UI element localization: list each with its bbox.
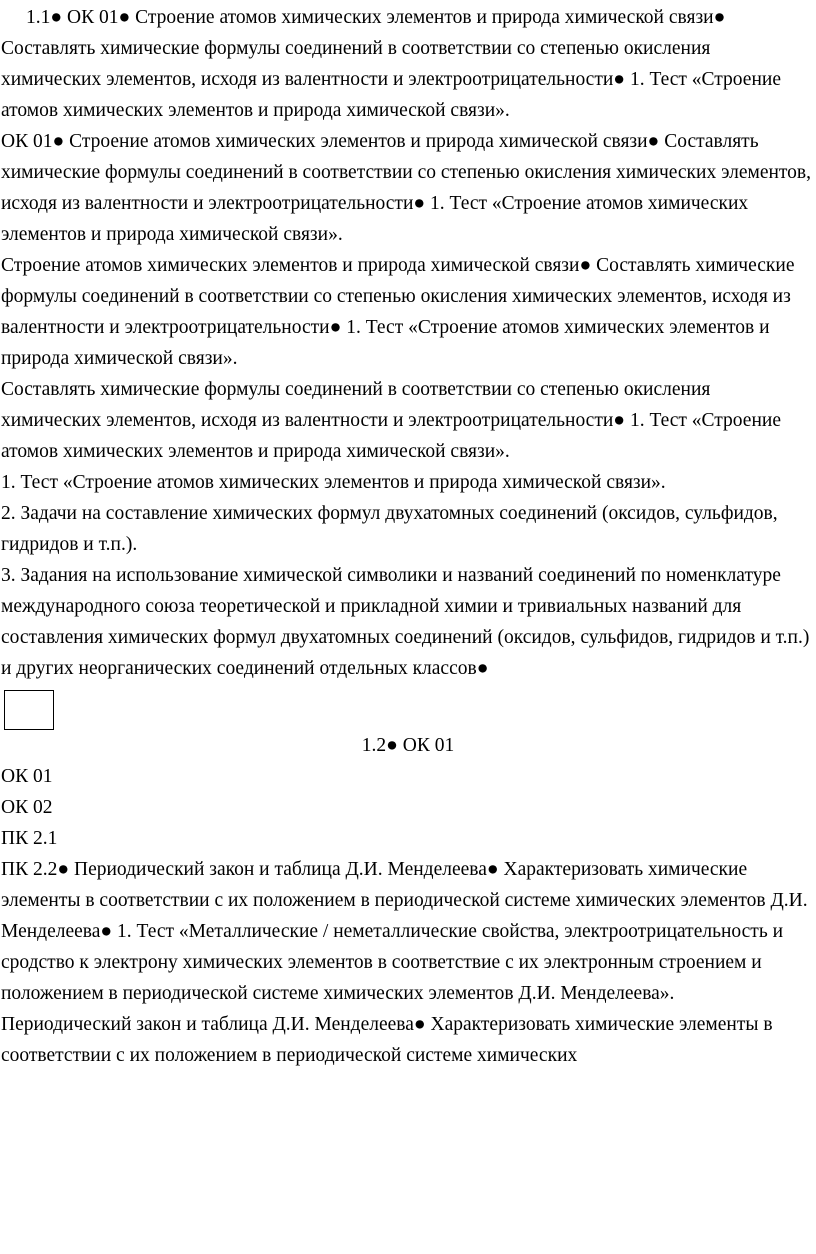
section-heading: 1.2● ОК 01 — [361, 735, 455, 756]
paragraph-4: Составлять химические формулы соединений в соответствии со степенью окисления химических элементов, исходя из валентности и электроотрицательности● 1. Тест «Строение атомов химических элементов и природа химической связи». — [1, 379, 781, 462]
empty-checkbox[interactable] — [4, 690, 54, 730]
paragraph-6: 2. Задачи на составление химических формул двухатомных соединений (оксидов, сульфидов, гидридов и т.п.). — [1, 503, 778, 555]
paragraph-ok-01: ОК 01 — [1, 766, 53, 787]
paragraph-5: 1. Тест «Строение атомов химических элементов и природа химической связи». — [1, 472, 666, 493]
paragraph-pk-2-2: ПК 2.2● Периодический закон и таблица Д.И. Менделеева● Характеризовать химические элементы в соответствии с их положением в периодической системе химических элементов Д.И. Менделеева● 1. Тест «Металлические / неметаллические свойства, электроотрицательность и сродство к электрону химических элементов в соответствие с их электронным строением и положением в периодической системе химических элементов Д.И. Менделеева». — [1, 859, 808, 1004]
paragraph-3: Строение атомов химических элементов и природа химической связи● Составлять химические формулы соединений в соответствии со степенью окисления химических элементов, исходя из валентности и электроотрицательности● 1. Тест «Строение атомов химических элементов и природа химической связи». — [1, 255, 795, 369]
paragraph-1: 1.1● ОК 01● Строение атомов химических элементов и природа химической связи● Составлять химические формулы соединений в соответствии со степенью окисления химических элементов, исходя из валентности и электроотрицательности● 1. Тест «Строение атомов химических элементов и природа химической связи». — [1, 7, 781, 121]
paragraph-pk-2-1: ПК 2.1 — [1, 828, 58, 849]
paragraph-ok-02: ОК 02 — [1, 797, 53, 818]
paragraph-periodic-law: Периодический закон и таблица Д.И. Менделеева● Характеризовать химические элементы в соответствии с их положением в периодической системе химических — [1, 1014, 773, 1066]
paragraph-2: ОК 01● Строение атомов химических элементов и природа химической связи● Составлять химические формулы соединений в соответствии со степенью окисления химических элементов, исходя из валентности и электроотрицательности● 1. Тест «Строение атомов химических элементов и природа химической связи». — [1, 131, 812, 245]
paragraph-7: 3. Задания на использование химической символики и названий соединений по номенклатуре международного союза теоретической и прикладной химии и тривиальных названий для составления химических формул двухатомных соединений (оксидов, сульфидов, гидридов и т.п.) и других неорганических соединений отдельных классов● — [1, 565, 810, 679]
